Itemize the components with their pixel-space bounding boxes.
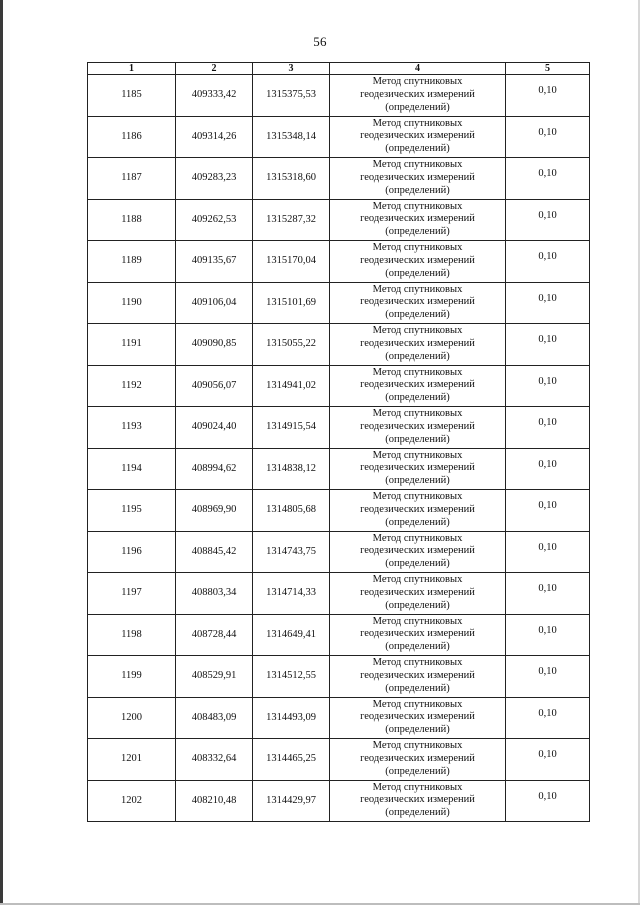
accuracy-value — [506, 282, 590, 324]
method-line-3: (определений) — [385, 475, 450, 487]
method-line-3: (определений) — [385, 392, 450, 404]
method-line-3: (определений) — [385, 807, 450, 819]
point-number: 1189 — [88, 241, 176, 283]
method-line-1: Метод спутниковых — [372, 408, 463, 420]
method-line-3: (определений) — [385, 350, 450, 362]
method-description — [330, 199, 506, 241]
point-number: 1186 — [88, 116, 176, 158]
method-line-3: (определений) — [385, 101, 450, 113]
table-row — [88, 324, 590, 366]
coord-y: 1314915,54 — [253, 407, 330, 449]
coord-y: 1315101,69 — [253, 282, 330, 324]
method-line-3: (определений) — [385, 682, 450, 694]
method-line-3: (определений) — [385, 765, 450, 777]
table-row — [88, 614, 590, 656]
point-number: 1194 — [88, 448, 176, 490]
method-line-2: геодезических измерений — [360, 379, 475, 391]
accuracy-text: 0,10 — [538, 417, 557, 428]
point-number: 1188 — [88, 199, 176, 241]
method-line-1: Метод спутниковых — [372, 242, 463, 254]
point-number: 1201 — [88, 739, 176, 781]
coord-x: 409333,42 — [176, 75, 253, 117]
point-number: 1185 — [88, 75, 176, 117]
table-row — [88, 573, 590, 615]
method-line-1: Метод спутниковых — [372, 449, 463, 461]
accuracy-value — [506, 614, 590, 656]
coord-y: 1314805,68 — [253, 490, 330, 532]
coord-y: 1315318,60 — [253, 158, 330, 200]
method-line-2: геодезических измерений — [360, 669, 475, 681]
header-row — [88, 63, 590, 75]
accuracy-value — [506, 158, 590, 200]
coord-x: 408332,64 — [176, 739, 253, 781]
method-description — [330, 407, 506, 449]
method-line-2: геодезических измерений — [360, 420, 475, 432]
table-row — [88, 448, 590, 490]
method-description — [330, 780, 506, 822]
method-line-1: Метод спутниковых — [372, 574, 463, 586]
table-row — [88, 531, 590, 573]
accuracy-value — [506, 656, 590, 698]
coord-x: 408529,91 — [176, 656, 253, 698]
method-line-1: Метод спутниковых — [372, 283, 463, 295]
accuracy-text: 0,10 — [538, 790, 557, 802]
table-row — [88, 199, 590, 241]
table-row — [88, 116, 590, 158]
point-number: 1193 — [88, 407, 176, 449]
accuracy-text: 0,10 — [538, 666, 557, 677]
method-line-1: Метод спутниковых — [372, 491, 463, 503]
method-description — [330, 656, 506, 698]
coord-y: 1314429,97 — [253, 780, 330, 822]
method-line-2: геодезических измерений — [360, 296, 475, 308]
point-number: 1187 — [88, 158, 176, 200]
coord-x: 409024,40 — [176, 407, 253, 449]
method-description — [330, 241, 506, 283]
method-line-2: геодезических измерений — [360, 794, 475, 806]
coord-x: 408845,42 — [176, 531, 253, 573]
table-row — [88, 780, 590, 822]
accuracy-value — [506, 407, 590, 449]
point-number: 1200 — [88, 697, 176, 739]
accuracy-value — [506, 241, 590, 283]
method-line-1: Метод спутниковых — [372, 200, 463, 212]
table-row — [88, 490, 590, 532]
coord-y: 1314743,75 — [253, 531, 330, 573]
method-line-2: геодезических измерений — [360, 254, 475, 266]
method-description — [330, 324, 506, 366]
method-line-2: геодезических измерений — [360, 88, 475, 100]
method-line-2: геодезических измерений — [360, 462, 475, 474]
coord-x: 409090,85 — [176, 324, 253, 366]
coord-x: 408210,48 — [176, 780, 253, 822]
method-description — [330, 75, 506, 117]
table-row — [88, 365, 590, 407]
accuracy-value — [506, 697, 590, 739]
header-col-3: 3 — [253, 63, 330, 75]
coord-y: 1314838,12 — [253, 448, 330, 490]
method-line-3: (определений) — [385, 516, 450, 528]
coord-y: 1314512,55 — [253, 656, 330, 698]
coordinates-table — [87, 62, 590, 822]
coord-y: 1315055,22 — [253, 324, 330, 366]
method-line-1: Метод спутниковых — [372, 325, 463, 337]
scan-left-edge — [0, 0, 3, 905]
accuracy-value — [506, 490, 590, 532]
method-line-3: (определений) — [385, 724, 450, 736]
method-line-3: (определений) — [385, 433, 450, 445]
coord-y: 1315375,53 — [253, 75, 330, 117]
accuracy-value — [506, 780, 590, 822]
table-row — [88, 656, 590, 698]
method-line-2: геодезических измерений — [360, 545, 475, 557]
point-number: 1190 — [88, 282, 176, 324]
accuracy-text: 0,10 — [538, 624, 557, 636]
accuracy-value — [506, 324, 590, 366]
coord-y: 1314649,41 — [253, 614, 330, 656]
method-line-2: геодезических измерений — [360, 171, 475, 183]
accuracy-value — [506, 75, 590, 117]
method-line-2: геодезических измерений — [360, 503, 475, 515]
header-col-2: 2 — [176, 63, 253, 75]
coord-x: 409135,67 — [176, 241, 253, 283]
header-col-5: 5 — [506, 63, 590, 75]
method-line-1: Метод спутниковых — [372, 159, 463, 171]
accuracy-text: 0,10 — [538, 707, 557, 719]
coord-y: 1314714,33 — [253, 573, 330, 615]
coord-x: 408728,44 — [176, 614, 253, 656]
coord-x: 409314,26 — [176, 116, 253, 158]
method-description — [330, 365, 506, 407]
accuracy-text: 0,10 — [538, 583, 557, 594]
method-line-1: Метод спутниковых — [372, 740, 463, 752]
method-line-2: геодезических измерений — [360, 628, 475, 640]
coord-x: 408483,09 — [176, 697, 253, 739]
point-number: 1199 — [88, 656, 176, 698]
coord-x: 408994,62 — [176, 448, 253, 490]
accuracy-text: 0,10 — [538, 375, 557, 387]
method-description — [330, 448, 506, 490]
method-line-3: (определений) — [385, 309, 450, 321]
point-number: 1195 — [88, 490, 176, 532]
method-description — [330, 490, 506, 532]
accuracy-text: 0,10 — [538, 251, 557, 262]
point-number: 1192 — [88, 365, 176, 407]
method-line-1: Метод спутниковых — [372, 615, 463, 627]
accuracy-text: 0,10 — [538, 126, 557, 138]
method-line-3: (определений) — [385, 558, 450, 570]
accuracy-text: 0,10 — [538, 85, 557, 96]
accuracy-text: 0,10 — [538, 209, 557, 221]
table-body — [88, 75, 590, 822]
accuracy-text: 0,10 — [538, 292, 557, 304]
accuracy-value — [506, 365, 590, 407]
method-description — [330, 739, 506, 781]
method-line-3: (определений) — [385, 599, 450, 611]
method-description — [330, 697, 506, 739]
accuracy-text: 0,10 — [538, 500, 557, 511]
coord-y: 1315348,14 — [253, 116, 330, 158]
method-line-3: (определений) — [385, 184, 450, 196]
table-row — [88, 282, 590, 324]
coord-y: 1314941,02 — [253, 365, 330, 407]
method-line-1: Метод спутниковых — [372, 76, 463, 88]
point-number: 1196 — [88, 531, 176, 573]
table-row — [88, 739, 590, 781]
method-line-1: Метод спутниковых — [372, 366, 463, 378]
accuracy-value — [506, 531, 590, 573]
accuracy-text: 0,10 — [538, 168, 557, 179]
method-description — [330, 531, 506, 573]
method-line-1: Метод спутниковых — [372, 781, 463, 793]
point-number: 1198 — [88, 614, 176, 656]
accuracy-value — [506, 573, 590, 615]
method-description — [330, 282, 506, 324]
point-number: 1191 — [88, 324, 176, 366]
header-col-1: 1 — [88, 63, 176, 75]
point-number: 1202 — [88, 780, 176, 822]
page-number: 56 — [313, 34, 327, 49]
accuracy-text: 0,10 — [538, 334, 557, 345]
accuracy-value — [506, 448, 590, 490]
coord-x: 409283,23 — [176, 158, 253, 200]
method-description — [330, 573, 506, 615]
accuracy-value — [506, 199, 590, 241]
header-col-4: 4 — [330, 63, 506, 75]
method-line-1: Метод спутниковых — [372, 532, 463, 544]
method-description — [330, 614, 506, 656]
method-line-2: геодезических измерений — [360, 752, 475, 764]
method-line-3: (определений) — [385, 641, 450, 653]
table-row — [88, 407, 590, 449]
accuracy-text: 0,10 — [538, 541, 557, 553]
coord-y: 1314465,25 — [253, 739, 330, 781]
method-line-3: (определений) — [385, 226, 450, 238]
method-line-2: геодезических измерений — [360, 586, 475, 598]
table-header — [88, 63, 590, 75]
method-line-2: геодезических измерений — [360, 213, 475, 225]
table-row — [88, 697, 590, 739]
table-row — [88, 75, 590, 117]
method-line-1: Метод спутниковых — [372, 117, 463, 129]
accuracy-value — [506, 116, 590, 158]
method-description — [330, 158, 506, 200]
accuracy-text: 0,10 — [538, 749, 557, 760]
coord-x: 409262,53 — [176, 199, 253, 241]
method-line-2: геодезических измерений — [360, 130, 475, 142]
table-row — [88, 158, 590, 200]
coord-y: 1315287,32 — [253, 199, 330, 241]
method-description — [330, 116, 506, 158]
method-line-2: геодезических измерений — [360, 711, 475, 723]
accuracy-text: 0,10 — [538, 458, 557, 470]
coord-y: 1315170,04 — [253, 241, 330, 283]
method-line-1: Метод спутниковых — [372, 698, 463, 710]
coord-y: 1314493,09 — [253, 697, 330, 739]
method-line-3: (определений) — [385, 143, 450, 155]
method-line-2: геодезических измерений — [360, 337, 475, 349]
coord-x: 409106,04 — [176, 282, 253, 324]
method-line-3: (определений) — [385, 267, 450, 279]
accuracy-value — [506, 739, 590, 781]
coord-x: 408803,34 — [176, 573, 253, 615]
point-number: 1197 — [88, 573, 176, 615]
method-line-1: Метод спутниковых — [372, 657, 463, 669]
table-row — [88, 241, 590, 283]
coord-x: 409056,07 — [176, 365, 253, 407]
coord-x: 408969,90 — [176, 490, 253, 532]
